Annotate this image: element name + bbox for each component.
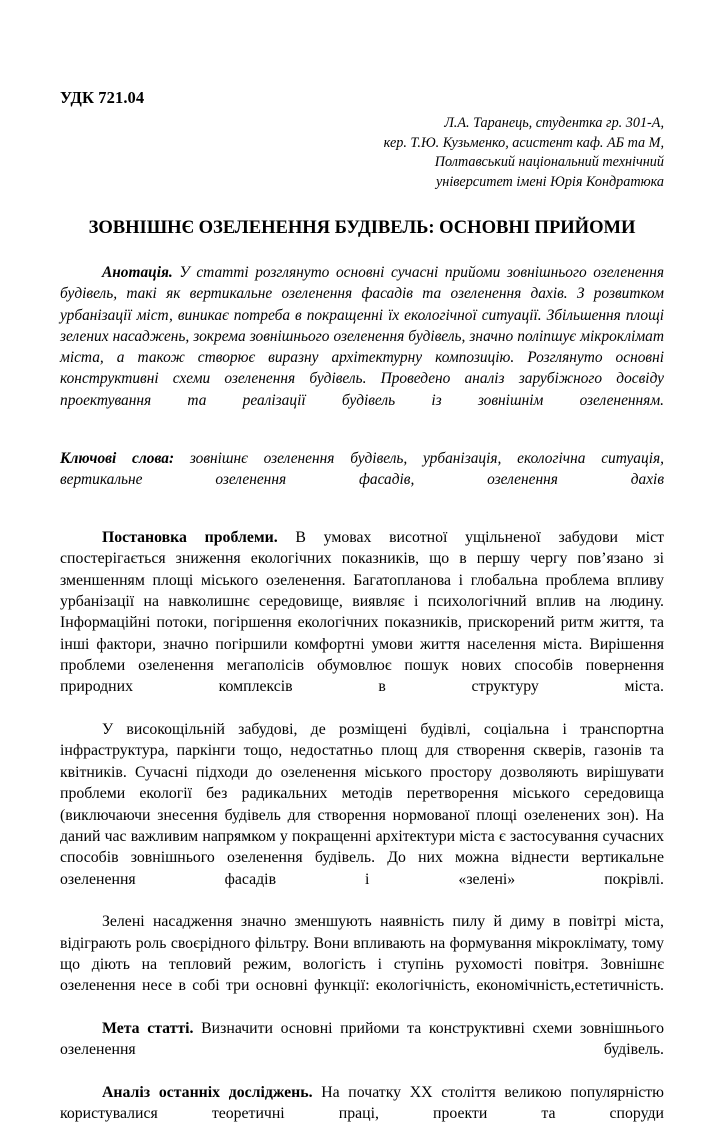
section-body-3: Зелені насадження значно зменшують наявність пилу й диму в повітрі міста, відіграють роль своєрідного фільтру. Вони впливають на формування мікроклімату, тому що діють на тепловий режим, вологість і ступінь рухомості повітря. Зовнішнє озеленення несе в собі три основні функції: екологічність, економічність,естетичність. — [60, 913, 664, 995]
document-content — [60, 0, 664, 1146]
author-line-2: кер. Т.Ю. Кузьменко, асистент каф. АБ та М, — [383, 134, 664, 151]
section-heading-recent-research: Аналіз останніх досліджень. — [102, 1083, 313, 1101]
abstract-label: Анотація. — [102, 264, 173, 281]
section-body-1: В умовах висотної ущільненої забудови міст спостерігається зниження екологічних показників, що в першу чергу пов’язано зі зменшенням площі міського озеленення. Багатопланова і глобальна проблема впливу урбанізації на навколишнє середовище, виявляє і психологічний вплив на людину. Інформаційні потоки, погіршення екологічних показників, прискорений ритм життя, та інші фактори, значно погіршили комфортні умови життя населення міста. Вирішення проблеми озеленення мегаполісів обумовлює пошук нових способів повернення природних комплексів в структуру міста. — [60, 529, 664, 696]
section-body-4: Визначити основні прийоми та конструктивні схеми зовнішнього озеленення будівель. — [60, 1019, 664, 1059]
section-paragraph-1 — [60, 527, 664, 719]
page-title: ЗОВНІШНЄ ОЗЕЛЕНЕННЯ БУДІВЕЛЬ: ОСНОВНІ ПРИЙОМИ — [88, 217, 636, 238]
section-paragraph-4 — [60, 1018, 664, 1082]
section-paragraph-5 — [60, 1082, 664, 1146]
author-affiliation-block — [60, 114, 664, 192]
abstract-paragraph — [60, 262, 664, 432]
section-paragraph-3 — [60, 911, 664, 1018]
section-heading-article-goal: Мета статті. — [102, 1019, 194, 1037]
keywords-text: зовнішнє озеленення будівель, урбанізація, екологічна ситуація, вертикальне озеленення фасадів, озеленення дахів — [60, 449, 664, 489]
section-heading-problem-statement: Постановка проблеми. — [102, 529, 278, 547]
section-paragraph-2 — [60, 719, 664, 911]
abstract-text: У статті розглянуто основні сучасні прийоми зовнішнього озеленення будівель, такі як вертикальне озеленення фасадів та озеленення дахів. З розвитком урбанізації міст, виникає потреба в покращенні їх екологічної ситуації. Збільшення площі зелених насаджень, зокрема зовнішнього озеленення будівель, значно поліпшує мікроклімат міста, а також створює виразну архітектурну композицію. Розглянуто основні конструктивні схеми озеленення будівель. Проведено аналіз зарубіжного досвіду проектування та реалізації будівель із зовнішнім озелененням. — [60, 264, 664, 409]
section-body-5: На початку ХХ століття великою популярністю користувалися теоретичні праці, проекти та споруди — [60, 1083, 664, 1123]
affiliation-line-1: Полтавський національний технічний — [434, 154, 664, 170]
udk-code: УДК 721.04 — [60, 88, 145, 107]
keywords-label: Ключові слова: — [60, 449, 175, 467]
keywords-paragraph — [60, 448, 664, 512]
author-line-1: Л.А. Таранець, студентка гр. 301-А, — [444, 115, 664, 131]
affiliation-line-2: університет імені Юрія Кондратюка — [435, 173, 664, 190]
section-body-2: У високощільній забудові, де розміщені будівлі, соціальна і транспортна інфраструктура, паркінги тощо, недостатньо площ для створення скверів, газонів та квітників. Сучасні підходи до озеленення міського простору дозволяють вирішувати проблеми екології без радикальних методів перетворення міського середовища (виключаючи знесення будівель для створення нормованої площі озеленених зон). На даний час важливим напрямком у покращенні архітектури міста є застосування сучасних способів зовнішнього озеленення будівель. До них можна віднести вертикальне озеленення фасадів і «зелені» покрівлі. — [60, 721, 664, 888]
